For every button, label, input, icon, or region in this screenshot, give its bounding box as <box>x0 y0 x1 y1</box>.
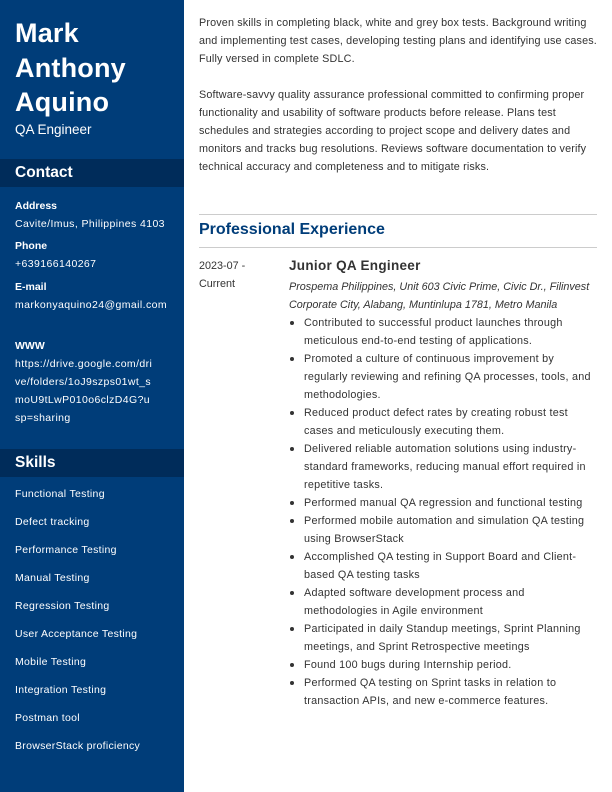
address-value: Cavite/Imus, Philippines 4103 <box>15 218 165 230</box>
address-label: Address <box>15 200 58 212</box>
job-dates <box>199 257 269 293</box>
job-bullet-text: Participated in daily Standup meetings, Sprint Planning meetings, and Sprint Retrospective meetings <box>304 623 581 653</box>
contact-address <box>15 197 175 233</box>
job-bullet <box>289 584 599 620</box>
bullet-icon <box>290 447 294 451</box>
skill-item: User Acceptance Testing <box>15 628 138 640</box>
job-date-end: Current <box>199 278 236 290</box>
skill-item: Functional Testing <box>15 488 105 500</box>
summary-paragraph: Proven skills in completing black, white and grey box tests. Background writing and implementing test cases, developing testing plans and identifying use cases. Fully versed in complete SDLC. <box>199 17 597 65</box>
www-link[interactable]: https://drive.google.com/drive/folders/1oJ9szps01wt_smoU9tLwP010o6clzD4G?usp=sharing <box>15 358 153 424</box>
skill-item: Mobile Testing <box>15 656 87 668</box>
job-bullet-text: Contributed to successful product launches through meticulous end-to-end testing of applications. <box>304 317 563 347</box>
section-divider <box>199 214 597 215</box>
job-company: Prospema Philippines, Unit 603 Civic Prime, Civic Dr., Filinvest Corporate City, Alabang, Muntinlupa 1781, Metro Manila <box>289 281 590 311</box>
contact-heading: Contact <box>15 164 73 181</box>
job-bullet <box>289 548 599 584</box>
skill-item: Integration Testing <box>15 684 107 696</box>
bullet-icon <box>290 627 294 631</box>
bullet-icon <box>290 357 294 361</box>
summary-section <box>199 14 597 176</box>
skill-item: Performance Testing <box>15 544 117 556</box>
contact-email <box>15 278 171 314</box>
phone-label: Phone <box>15 240 48 252</box>
job-bullet <box>289 314 599 350</box>
bullet-icon <box>290 555 294 559</box>
skill-item: BrowserStack proficiency <box>15 740 141 752</box>
job-bullet <box>289 494 599 512</box>
job-bullet-text: Delivered reliable automation solutions using industry-standard frameworks, reducing manual effort required in repetitive tasks. <box>304 443 586 491</box>
contact-www <box>15 337 155 427</box>
skill-item: Defect tracking <box>15 516 90 528</box>
email-value[interactable]: markonyaquino24@gmail.com <box>15 299 167 311</box>
job-bullet <box>289 350 599 404</box>
job-bullet <box>289 404 599 440</box>
section-divider <box>199 247 597 248</box>
bullet-icon <box>290 519 294 523</box>
job-bullet-text: Found 100 bugs during Internship period. <box>304 659 512 671</box>
www-label: WWW <box>15 340 45 352</box>
skills-heading: Skills <box>15 454 56 471</box>
email-label: E-mail <box>15 281 47 293</box>
contact-heading-bar <box>0 159 184 187</box>
bullet-icon <box>290 591 294 595</box>
job-bullet-text: Performed manual QA regression and functional testing <box>304 497 583 509</box>
experience-heading: Professional Experience <box>199 221 385 238</box>
job-entry <box>289 258 599 710</box>
job-bullet-text: Performed mobile automation and simulation QA testing using BrowserStack <box>304 515 585 545</box>
job-bullet <box>289 512 599 548</box>
job-role: QA Engineer <box>15 122 92 137</box>
bullet-icon <box>290 663 294 667</box>
candidate-name <box>15 16 126 120</box>
sidebar <box>0 0 184 792</box>
job-bullet-text: Promoted a culture of continuous improvement by regularly reviewing and refining QA processes, tools, and methodologies. <box>304 353 591 401</box>
job-title: Junior QA Engineer <box>289 258 421 273</box>
name-line-last: Aquino <box>15 87 110 117</box>
job-bullet <box>289 656 599 674</box>
skill-item: Postman tool <box>15 712 80 724</box>
summary-paragraph: Software-savvy quality assurance professional committed to confirming proper functionality and usability of software products before release. Plans test schedules and strategies according to project scope and delivery dates and monitors and tracks bug resolutions. Reviews software documentation to verify technical accuracy and completeness and to mitigate risks. <box>199 89 587 173</box>
bullet-icon <box>290 681 294 685</box>
name-line-first: Mark <box>15 18 79 48</box>
job-date-start: 2023-07 - <box>199 260 246 272</box>
job-bullet-text: Accomplished QA testing in Support Board and Client-based QA testing tasks <box>304 551 577 581</box>
contact-phone <box>15 237 175 273</box>
phone-value: +639166140267 <box>15 258 97 270</box>
job-bullet <box>289 440 599 494</box>
bullet-icon <box>290 501 294 505</box>
name-line-middle: Anthony <box>15 52 126 83</box>
job-bullet-text: Adapted software development process and methodologies in Agile environment <box>304 587 525 617</box>
job-bullets <box>289 314 599 710</box>
job-bullet <box>289 620 599 656</box>
job-bullet-text: Performed QA testing on Sprint tasks in relation to transaction APIs, and new e-commerce features. <box>304 677 557 707</box>
job-bullet-text: Reduced product defect rates by creating robust test cases and meticulously executing them. <box>304 407 568 437</box>
skill-item: Regression Testing <box>15 600 110 612</box>
job-bullet <box>289 674 599 710</box>
bullet-icon <box>290 321 294 325</box>
bullet-icon <box>290 411 294 415</box>
skill-item: Manual Testing <box>15 572 90 584</box>
skills-heading-bar <box>0 449 184 477</box>
